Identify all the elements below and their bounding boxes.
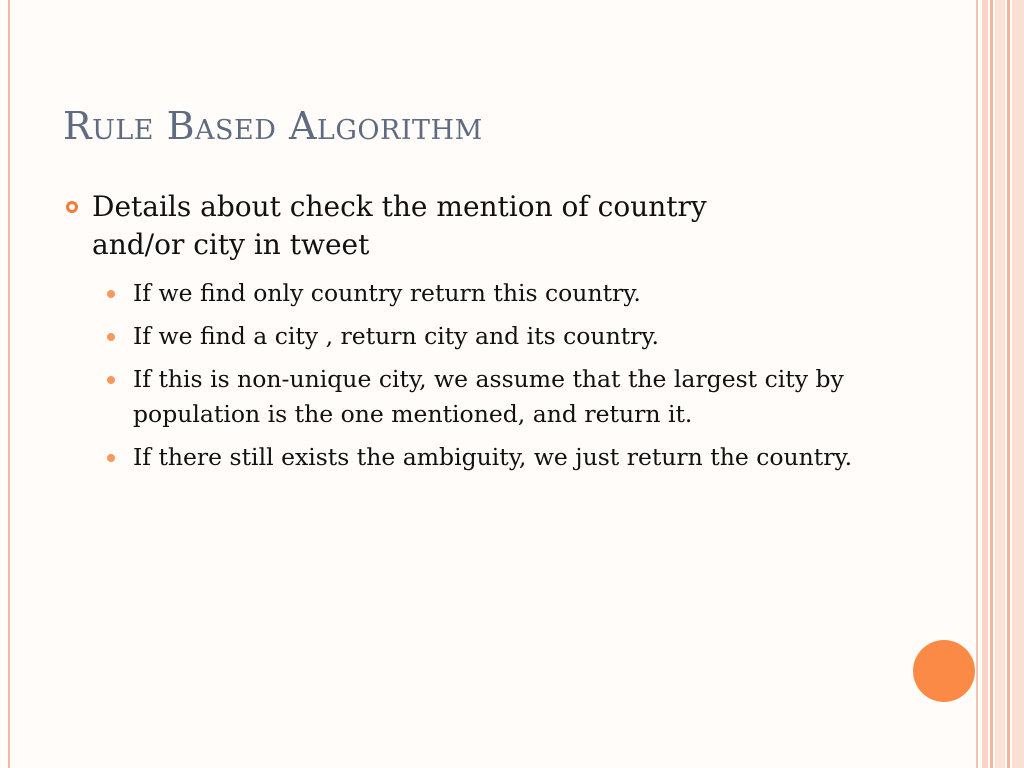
sub-bullet-item: [105, 440, 875, 475]
sub-bullet-item: [105, 362, 875, 432]
sub-bullet-item: [105, 319, 875, 354]
sub-bullet-item: [105, 276, 875, 311]
dot-bullet-icon: [107, 290, 115, 298]
main-bullet-item: [64, 188, 782, 264]
slide-title: Rule Based Algorithm: [63, 104, 483, 148]
sub-bullet-list: [64, 276, 884, 475]
ring-bullet-icon: [66, 201, 78, 213]
sub-bullet-text: If we find only country return this country.: [133, 279, 641, 307]
dot-bullet-icon: [107, 333, 115, 341]
right-stripe-decoration: [990, 0, 993, 768]
main-bullet-text: Details about check the mention of country and/or city in tweet: [92, 190, 707, 261]
right-stripe-decoration: [976, 0, 978, 768]
dot-bullet-icon: [107, 376, 115, 384]
right-stripe-decoration: [982, 0, 988, 768]
right-stripe-decoration: [1007, 0, 1010, 768]
left-border-line: [8, 0, 10, 768]
right-stripe-decoration: [995, 0, 1005, 768]
right-stripe-decoration: [1012, 0, 1024, 768]
sub-bullet-text: If we find a city , return city and its country.: [133, 322, 660, 350]
sub-bullet-text: If this is non-unique city, we assume that the largest city by population is the one mentioned, and return it.: [133, 365, 844, 428]
sub-bullet-text: If there still exists the ambiguity, we just return the country.: [133, 443, 853, 471]
orange-circle-decoration: [913, 640, 975, 702]
slide-body: [64, 188, 884, 483]
dot-bullet-icon: [107, 454, 115, 462]
